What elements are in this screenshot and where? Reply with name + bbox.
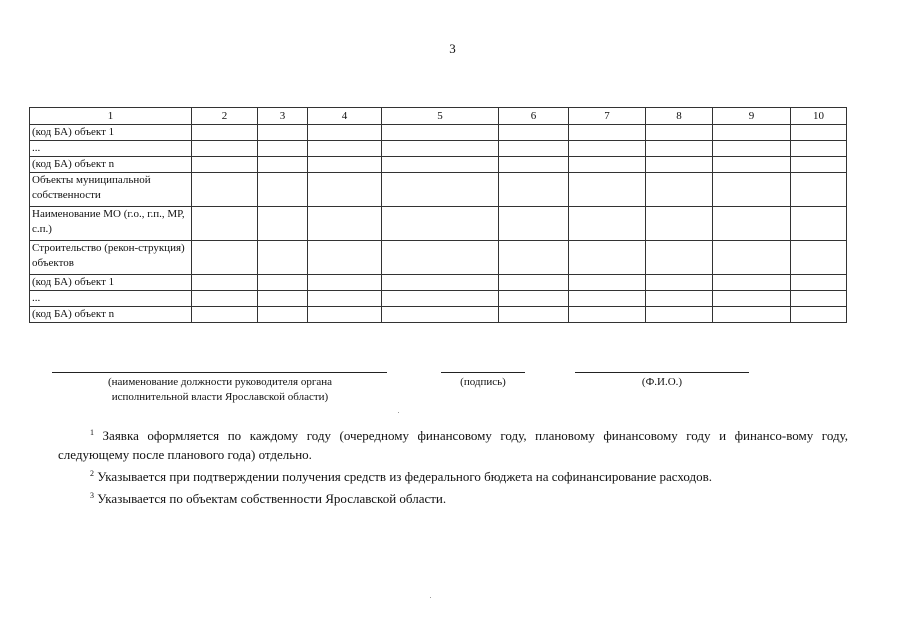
column-header: 10 bbox=[791, 108, 847, 125]
column-header: 6 bbox=[499, 108, 569, 125]
table-row bbox=[30, 141, 847, 157]
scan-speck bbox=[398, 412, 399, 413]
name-caption: (Ф.И.О.) bbox=[641, 376, 683, 388]
page-number: 3 bbox=[449, 41, 456, 56]
position-caption bbox=[40, 375, 400, 405]
table-row bbox=[30, 275, 847, 291]
row-label: (код БА) объект 1 bbox=[30, 125, 192, 141]
footnotes bbox=[58, 423, 848, 508]
footnote-text: Указывается при подтверждении получения средств из федерального бюджета на софинансирование расходов. bbox=[97, 469, 713, 484]
column-header: 7 bbox=[569, 108, 646, 125]
column-header: 3 bbox=[258, 108, 308, 125]
footnote-mark: 3 bbox=[90, 491, 94, 500]
row-label: ... bbox=[30, 141, 192, 157]
row-label: (код БА) объект 1 bbox=[30, 275, 192, 291]
table-row bbox=[30, 307, 847, 323]
table-row bbox=[30, 291, 847, 307]
column-header: 9 bbox=[713, 108, 791, 125]
row-label: Объекты муниципальной собственности bbox=[30, 173, 192, 207]
column-header: 8 bbox=[646, 108, 713, 125]
column-header: 4 bbox=[308, 108, 382, 125]
footnote bbox=[58, 486, 848, 508]
position-caption-line1: (наименование должности руководителя органа bbox=[108, 376, 332, 388]
table-row bbox=[30, 125, 847, 141]
name-line bbox=[575, 372, 749, 373]
footnote-mark: 2 bbox=[90, 469, 94, 478]
table-row bbox=[30, 241, 847, 275]
scan-speck bbox=[430, 597, 431, 598]
row-label: ... bbox=[30, 291, 192, 307]
footnote bbox=[58, 423, 848, 464]
signature-caption: (подпись) bbox=[460, 376, 506, 388]
footnote bbox=[58, 464, 848, 486]
row-label: Наименование МО (г.о., г.п., МР, с.п.) bbox=[30, 207, 192, 241]
table-row bbox=[30, 207, 847, 241]
row-label: Строительство (рекон-струкция) объектов bbox=[30, 241, 192, 275]
table-row bbox=[30, 173, 847, 207]
column-header: 1 bbox=[30, 108, 192, 125]
table-header-row bbox=[30, 108, 847, 125]
row-label: (код БА) объект n bbox=[30, 307, 192, 323]
application-table bbox=[29, 107, 847, 323]
position-caption-line2: исполнительной власти Ярославской области) bbox=[111, 391, 329, 403]
signature-line bbox=[441, 372, 525, 373]
footnote-text: Заявка оформляется по каждому году (очередному финансовому году, плановому финансовому году и финансо-вому году, следующему после планового года) отдельно. bbox=[58, 428, 849, 462]
row-label: (код БА) объект n bbox=[30, 157, 192, 173]
table-row bbox=[30, 157, 847, 173]
footnote-mark: 1 bbox=[90, 428, 94, 437]
footnote-text: Указывается по объектам собственности Ярославской области. bbox=[97, 491, 447, 506]
column-header: 5 bbox=[382, 108, 499, 125]
column-header: 2 bbox=[192, 108, 258, 125]
position-signature-line bbox=[52, 372, 387, 373]
